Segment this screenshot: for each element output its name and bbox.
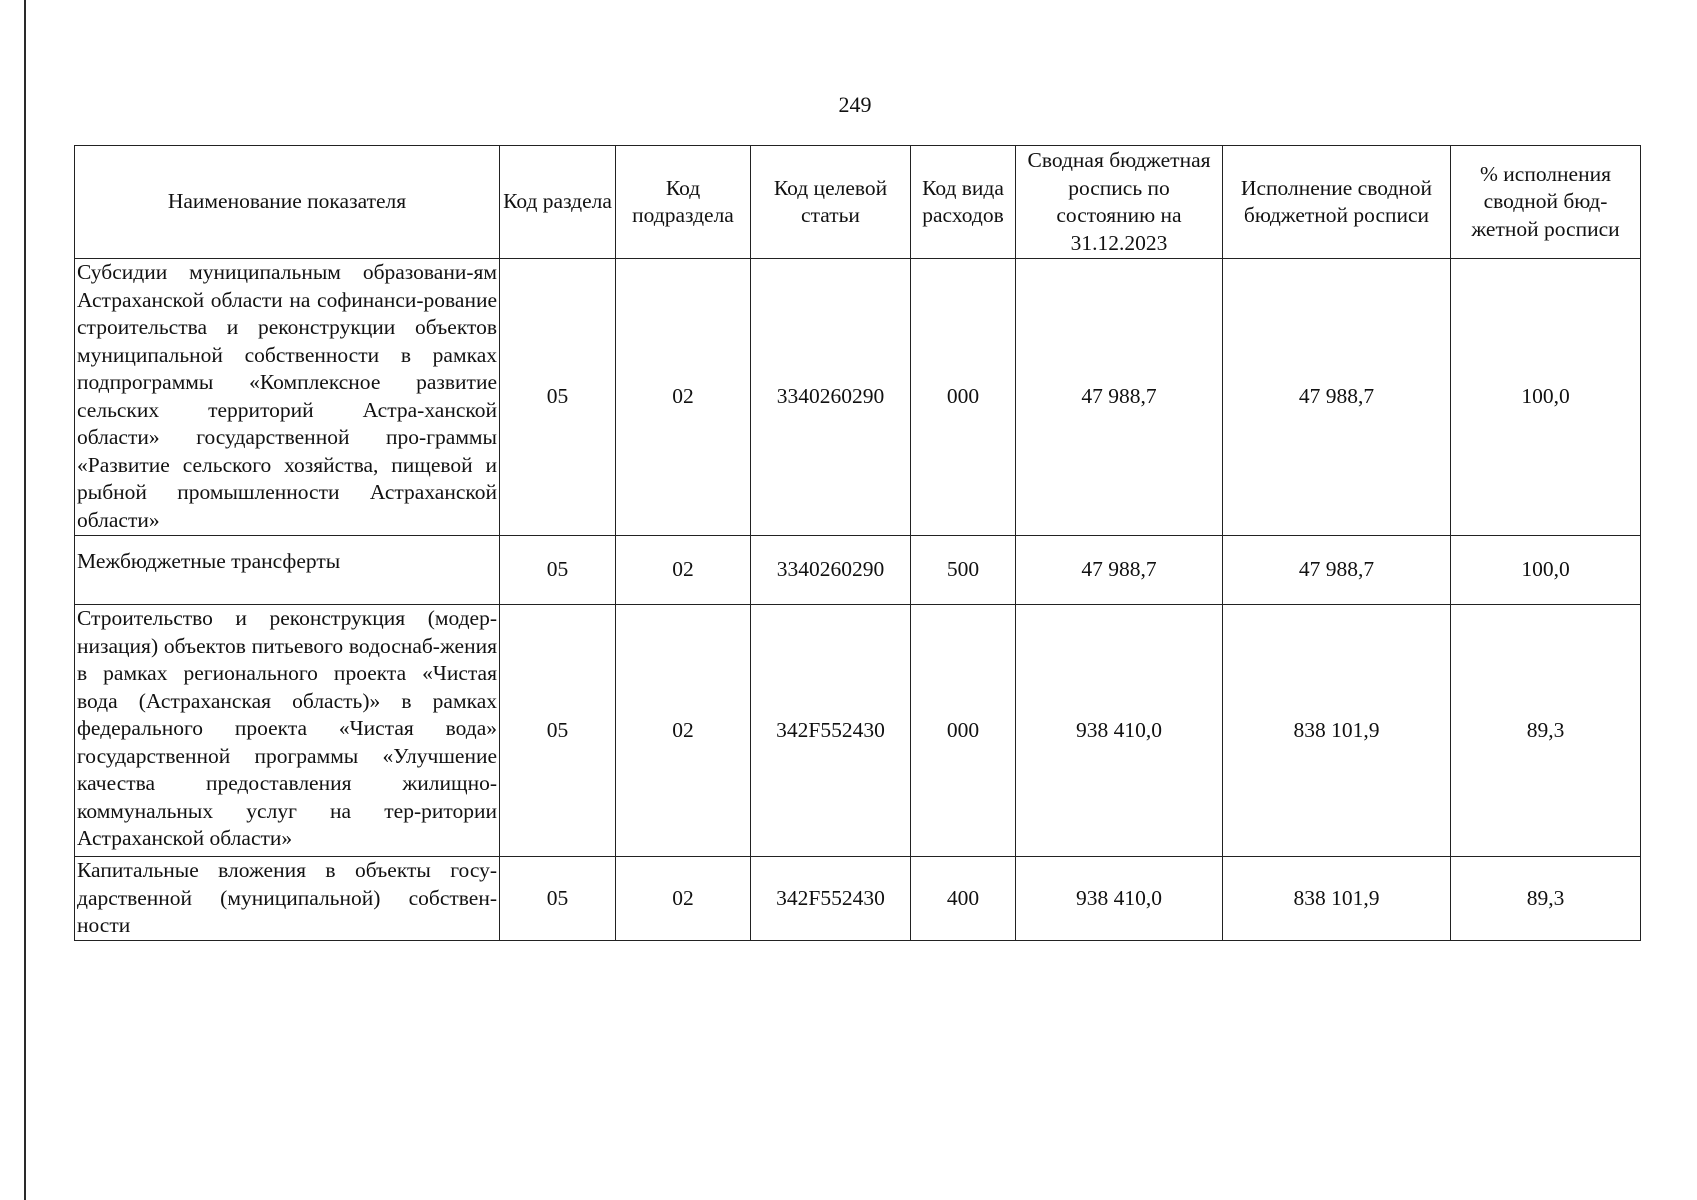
header-indicator-name: Наименование показателя: [75, 146, 500, 259]
cell-subsection-code: 02: [616, 536, 751, 605]
cell-indicator-name: Межбюджетные трансферты: [75, 536, 500, 605]
cell-target-code: 342F552430: [751, 605, 911, 857]
cell-section-code: 05: [500, 536, 616, 605]
cell-section-code: 05: [500, 857, 616, 941]
cell-target-code: 342F552430: [751, 857, 911, 941]
header-target-code: Код целевой статьи: [751, 146, 911, 259]
header-execution: Исполнение сводной бюджетной росписи: [1223, 146, 1451, 259]
cell-budget-list: 938 410,0: [1016, 857, 1223, 941]
cell-section-code: 05: [500, 605, 616, 857]
header-execution-percent: % исполнения сводной бюд-жетной росписи: [1451, 146, 1641, 259]
cell-target-code: 3340260290: [751, 259, 911, 536]
cell-indicator-name: Строительство и реконструкция (модер-низация) объектов питьевого водоснаб-жения в рамках регионального проекта «Чистая вода (Астраханская область)» в рамках федерального проекта «Чистая вода» государственной программы «Улучшение качества предоставления жилищно-коммунальных услуг на тер-ритории Астраханской области»: [75, 605, 500, 857]
cell-execution: 47 988,7: [1223, 536, 1451, 605]
table-row: [75, 857, 1641, 941]
page-number: 249: [838, 92, 872, 117]
cell-budget-list: 938 410,0: [1016, 605, 1223, 857]
cell-subsection-code: 02: [616, 605, 751, 857]
header-section-code: Код раздела: [500, 146, 616, 259]
cell-budget-list: 47 988,7: [1016, 536, 1223, 605]
cell-budget-list: 47 988,7: [1016, 259, 1223, 536]
cell-execution: 838 101,9: [1223, 605, 1451, 857]
cell-execution-percent: 89,3: [1451, 857, 1641, 941]
cell-execution: 47 988,7: [1223, 259, 1451, 536]
header-subsection-code: Код подраздела: [616, 146, 751, 259]
cell-expense-type-code: 000: [911, 259, 1016, 536]
cell-indicator-name: Субсидии муниципальным образовани-ям Астраханской области на софинанси-рование строительства и реконструкции объектов муниципальной собственности в рамках подпрограммы «Комплексное развитие сельских территорий Астра-ханской области» государственной про-граммы «Развитие сельского хозяйства, пищевой и рыбной промышленности Астраханской области»: [75, 259, 500, 536]
table-row: [75, 259, 1641, 536]
cell-execution: 838 101,9: [1223, 857, 1451, 941]
scan-edge-line: [24, 0, 26, 1200]
cell-expense-type-code: 500: [911, 536, 1016, 605]
cell-target-code: 3340260290: [751, 536, 911, 605]
header-expense-type-code: Код вида расходов: [911, 146, 1016, 259]
header-budget-list: Сводная бюджетная роспись по состоянию на 31.12.2023: [1016, 146, 1223, 259]
cell-section-code: 05: [500, 259, 616, 536]
cell-execution-percent: 100,0: [1451, 259, 1641, 536]
cell-execution-percent: 89,3: [1451, 605, 1641, 857]
table-row: [75, 605, 1641, 857]
table-row: [75, 536, 1641, 605]
cell-subsection-code: 02: [616, 259, 751, 536]
cell-subsection-code: 02: [616, 857, 751, 941]
cell-indicator-name: Капитальные вложения в объекты госу-дарственной (муниципальной) собствен-ности: [75, 857, 500, 941]
budget-execution-table: [74, 145, 1641, 941]
cell-execution-percent: 100,0: [1451, 536, 1641, 605]
cell-expense-type-code: 000: [911, 605, 1016, 857]
table-header-row: [75, 146, 1641, 259]
cell-expense-type-code: 400: [911, 857, 1016, 941]
